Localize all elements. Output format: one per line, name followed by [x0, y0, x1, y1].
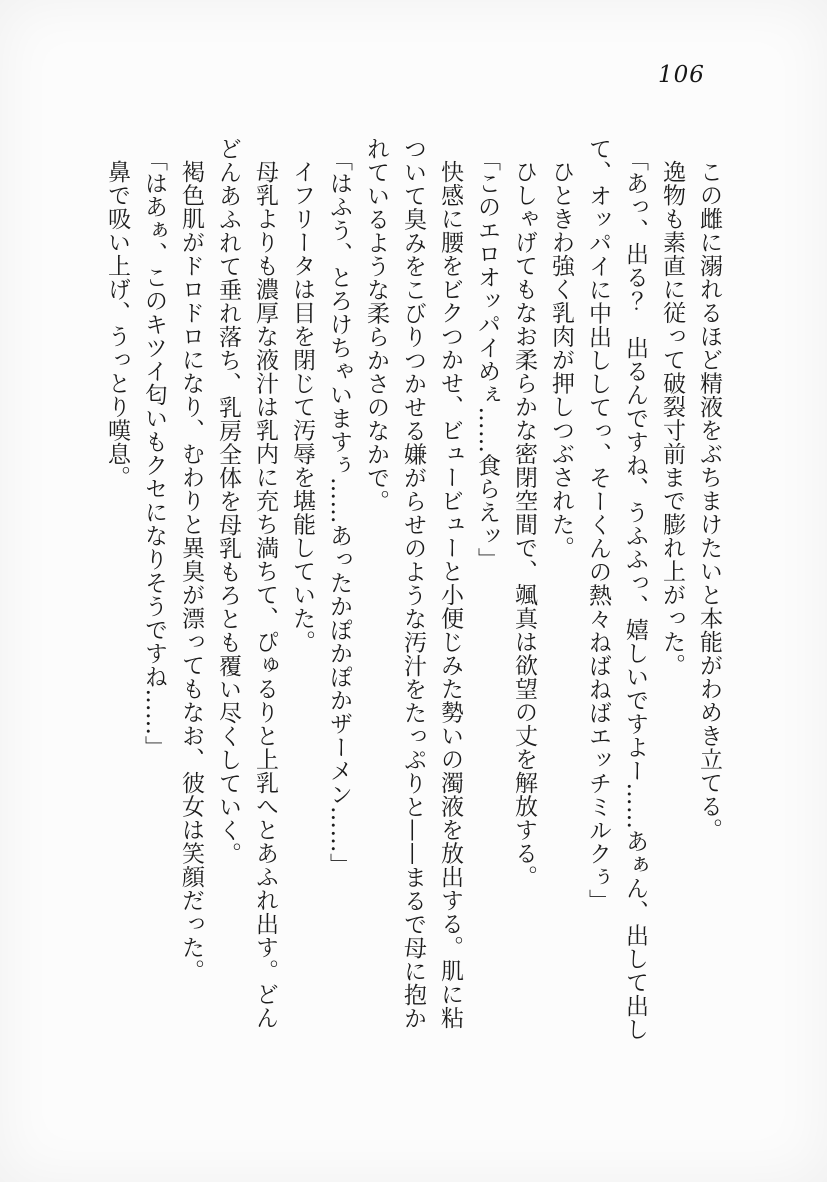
text-line: 「あっ、出る？ 出るんですね、うふふっ、嬉しいですよー……あぁん、出して出し: [622, 148, 648, 1041]
text-line: れているような柔らかさのなかで。: [363, 137, 389, 513]
text-line: ひしゃげてもなお柔らかな密閉空間で、颯真は欲望の丈を解放する。: [511, 160, 537, 889]
text-line: 母乳よりも濃厚な液汁は乳内に充ち満ちて、ぴゅるりと上乳へとあふれ出す。どん: [252, 160, 278, 1030]
text-line: ひときわ強く乳肉が押しつぶされた。: [548, 160, 574, 560]
text-block: [98, 137, 727, 1097]
text-line: 鼻で吸い上げ、うっとり嘆息。: [104, 160, 130, 489]
text-line: 「はあぁ、このキツイ匂いもクセになりそうですね……」: [141, 148, 167, 759]
text-line: どんあふれて垂れ落ち、乳房全体を母乳もろとも覆い尽くしていく。: [215, 137, 241, 866]
text-line: 逸物も素直に従って破裂寸前まで膨れ上がった。: [659, 160, 685, 677]
text-line: ついて臭みをこびりつかせる嫌がらせのような汚汁をたっぷりと——まるで母に抱か: [400, 137, 426, 1030]
text-line: イフリータは目を閉じて汚辱を堪能していた。: [289, 160, 315, 654]
text-line: 「このエロオッパイめぇ……食らえッ」: [474, 148, 500, 571]
page-number: 106: [658, 62, 705, 88]
text-line: 「はふう、とろけちゃいますぅ……あったかぽかぽかザーメン……」: [326, 148, 352, 877]
text-line: 褐色肌がドロドロになり、むわりと異臭が漂ってもなお、彼女は笑顔だった。: [178, 160, 204, 983]
text-line: て、オッパイに中出ししてっ、そーくんの熱々ねばねばエッチミルクぅ」: [585, 137, 611, 913]
text-line: この雌に溺れるほど精液をぶちまけたいと本能がわめき立てる。: [696, 160, 722, 842]
text-line: 快感に腰をビクつかせ、ビュービューと小便じみた勢いの濁液を放出する。肌に粘: [437, 160, 463, 1030]
